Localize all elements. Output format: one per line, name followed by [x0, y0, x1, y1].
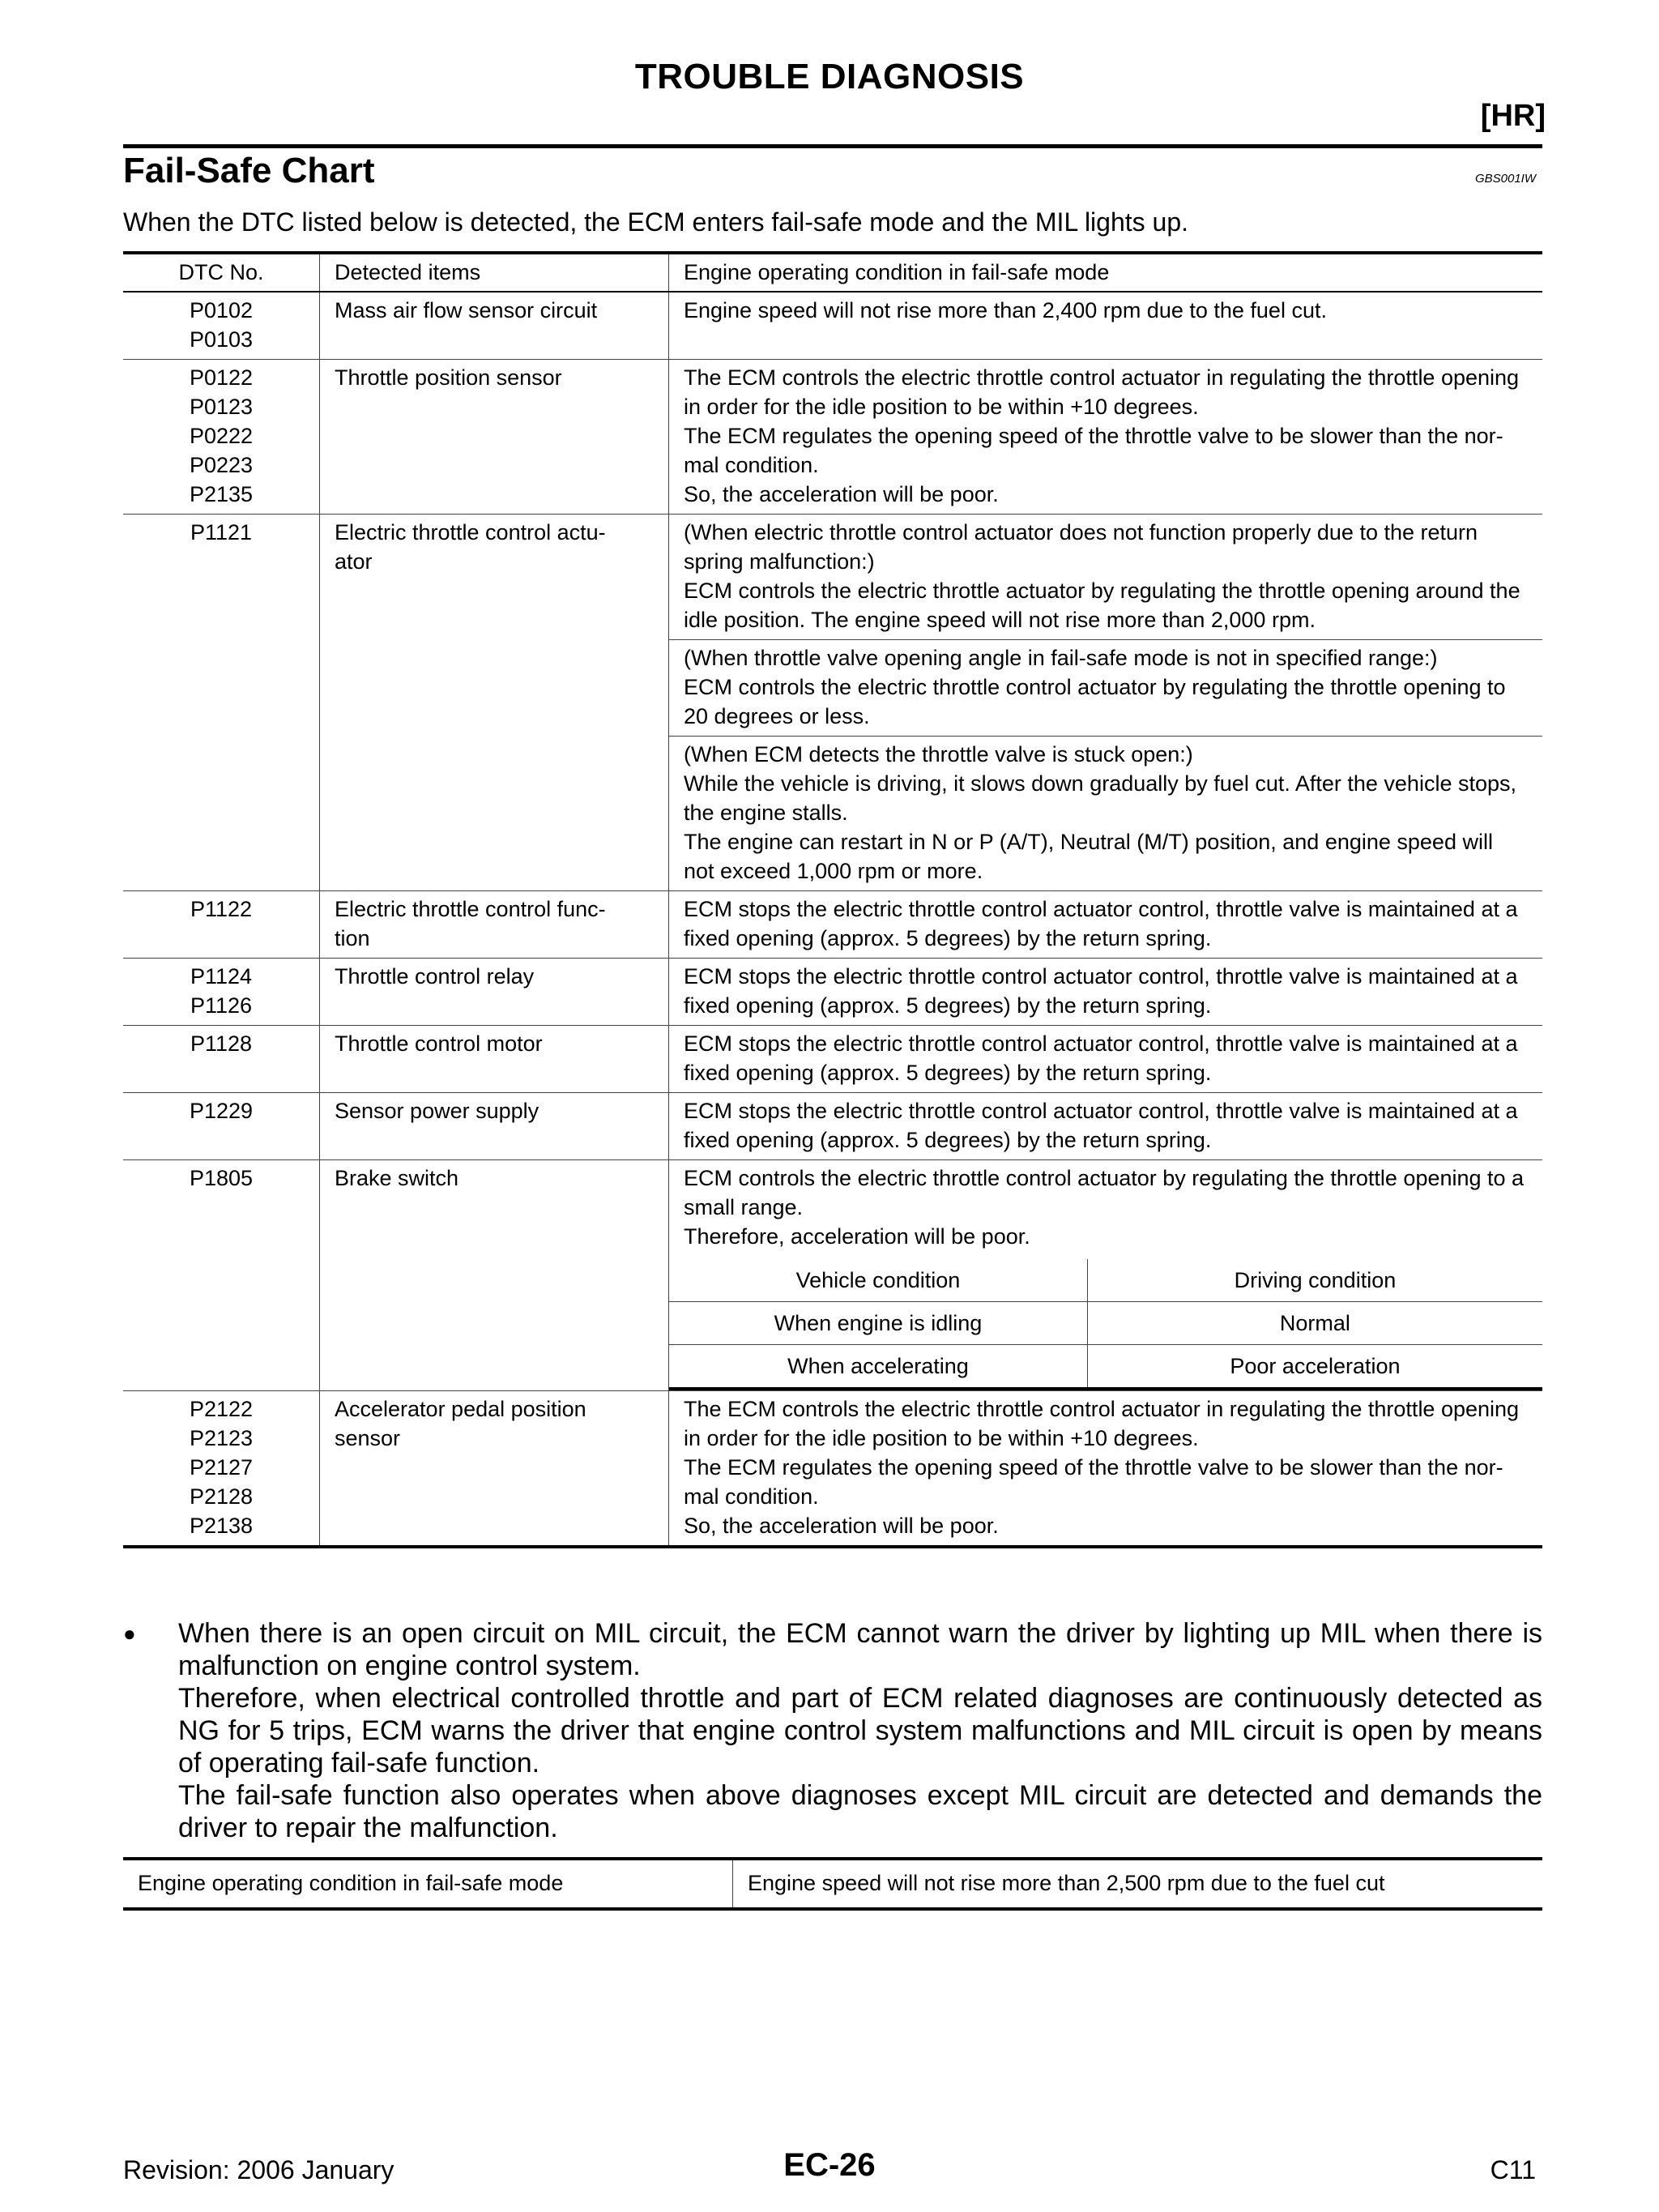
condition-line: ECM stops the electric throttle control actuator control, throttle valve is maintained at a — [684, 1099, 1518, 1123]
condition-block — [669, 891, 1542, 958]
subtable-cell: When engine is idling — [669, 1302, 1087, 1345]
condition-line: fixed opening (approx. 5 degrees) by the return spring. — [684, 1128, 1212, 1152]
condition-cell — [669, 1093, 1543, 1160]
condition-line: The ECM controls the electric throttle control actuator in regulating the throttle opening — [684, 1397, 1520, 1421]
dtc-code: P0102 — [189, 298, 254, 322]
dtc-cell — [123, 1026, 320, 1093]
table-header-row — [123, 253, 1542, 292]
subtable-cell: Normal — [1087, 1302, 1542, 1345]
condition-line: So, the acceleration will be poor. — [684, 482, 999, 506]
condition-line: The engine can restart in N or P (A/T), Neutral (M/T) position, and engine speed will — [684, 830, 1493, 854]
dtc-code: P0223 — [189, 453, 254, 477]
condition-line: the engine stalls. — [684, 801, 848, 825]
dtc-code: P2128 — [189, 1484, 254, 1509]
dtc-code: P0222 — [189, 424, 254, 448]
table-row — [123, 1391, 1542, 1548]
table-row — [123, 360, 1542, 515]
bullet-icon: ● — [123, 1621, 136, 1646]
condition-line: So, the acceleration will be poor. — [684, 1514, 999, 1538]
detected-item-cell: Throttle control relay — [320, 959, 669, 1026]
dtc-code: P1122 — [190, 897, 253, 921]
dtc-code: P0123 — [189, 395, 254, 419]
condition-line: small range. — [684, 1195, 804, 1219]
dtc-code: P1805 — [189, 1166, 254, 1190]
table-row — [123, 1026, 1542, 1093]
condition-block — [669, 515, 1542, 639]
reference-code: GBS001IW — [1474, 172, 1536, 186]
condition-block — [669, 1093, 1542, 1159]
condition-cell — [669, 1160, 1543, 1391]
dtc-cell — [123, 959, 320, 1026]
dtc-cell — [123, 292, 320, 360]
mil-note-paragraph: When there is an open circuit on MIL circuit, the ECM cannot warn the driver by lighting up MIL when there is malfunction on engine control system. — [178, 1618, 1542, 1681]
dtc-code: P1121 — [190, 520, 253, 544]
condition-line: ECM controls the electric throttle actuator by regulating the throttle opening around the — [684, 579, 1520, 603]
fail-safe-table-body — [123, 292, 1542, 1547]
condition-line: fixed opening (approx. 5 degrees) by the return spring. — [684, 993, 1212, 1018]
condition-line: ECM stops the electric throttle control actuator control, throttle valve is maintained at a — [684, 964, 1518, 989]
condition-block — [669, 360, 1542, 514]
dtc-cell — [123, 1093, 320, 1160]
dtc-code: P0122 — [189, 365, 254, 390]
intro-text: When the DTC listed below is detected, the ECM enters fail-safe mode and the MIL lights up. — [123, 207, 1189, 237]
condition-line: fixed opening (approx. 5 degrees) by the return spring. — [684, 1061, 1212, 1085]
subtable-row — [669, 1345, 1542, 1390]
page-title: TROUBLE DIAGNOSIS — [634, 57, 1025, 96]
engine-code-label: [HR] — [1480, 99, 1546, 133]
dtc-code: P2122 — [189, 1397, 254, 1421]
dtc-cell — [123, 891, 320, 959]
detected-item-cell: Accelerator pedal position sensor — [320, 1391, 669, 1548]
dtc-code: P0103 — [189, 327, 254, 352]
condition-line: idle position. The engine speed will not rise more than 2,000 rpm. — [684, 608, 1316, 632]
detected-item-cell: Brake switch — [320, 1160, 669, 1391]
dtc-code: P2127 — [189, 1455, 254, 1480]
condition-cell — [669, 1391, 1543, 1548]
table-row — [123, 515, 1542, 891]
condition-line: The ECM regulates the opening speed of the throttle valve to be slower than the nor- — [684, 424, 1503, 448]
dtc-code: P2138 — [189, 1514, 254, 1538]
condition-line: (When electric throttle control actuator does not function properly due to the return — [684, 520, 1478, 544]
condition-block — [669, 736, 1542, 890]
detected-item-cell: Throttle control motor — [320, 1026, 669, 1093]
condition-line: 20 degrees or less. — [684, 704, 870, 728]
condition-line: ECM controls the electric throttle control actuator by regulating the throttle opening to — [684, 675, 1506, 699]
condition-block — [669, 639, 1542, 736]
table-row — [123, 1160, 1542, 1391]
condition-block — [669, 293, 1542, 330]
mil-fail-safe-label: Engine operating condition in fail-safe mode — [123, 1859, 733, 1909]
condition-cell — [669, 891, 1543, 959]
dtc-cell — [123, 1160, 320, 1391]
model-code: C11 — [1490, 2155, 1536, 2184]
dtc-code: P1126 — [190, 993, 253, 1018]
subtable-cell: When accelerating — [669, 1345, 1087, 1390]
condition-line: (When ECM detects the throttle valve is stuck open:) — [684, 742, 1193, 767]
mil-note — [123, 1617, 1542, 1844]
subtable-cell: Poor acceleration — [1087, 1345, 1542, 1390]
condition-line: spring malfunction:) — [684, 549, 875, 574]
mil-note-paragraph: Therefore, when electrical controlled throttle and part of ECM related diagnoses are continuously detected as NG for 5 trips, ECM warns the driver that engine control system malfunctions and MIL circuit is open by means of operating fail-safe function. — [178, 1683, 1542, 1779]
mil-note-text — [178, 1617, 1542, 1844]
dtc-code: P1124 — [190, 964, 253, 989]
detected-item-cell: Throttle position sensor — [320, 360, 669, 515]
detected-item-cell: Mass air flow sensor circuit — [320, 292, 669, 360]
dtc-code: P2123 — [189, 1426, 254, 1450]
condition-block — [669, 1026, 1542, 1092]
fail-safe-table — [123, 251, 1542, 1548]
subtable-header-row — [669, 1259, 1542, 1302]
condition-line: mal condition. — [684, 453, 819, 477]
vehicle-condition-subtable — [669, 1259, 1542, 1390]
detected-item-cell: Sensor power supply — [320, 1093, 669, 1160]
dtc-code: P2135 — [189, 482, 254, 506]
condition-line: ECM stops the electric throttle control actuator control, throttle valve is maintained at a — [684, 897, 1518, 921]
mil-fail-safe-table — [123, 1857, 1542, 1911]
dtc-cell — [123, 360, 320, 515]
condition-line: While the vehicle is driving, it slows down gradually by fuel cut. After the vehicle stops, — [684, 771, 1516, 796]
mil-fail-safe-value: Engine speed will not rise more than 2,500 rpm due to the fuel cut — [733, 1859, 1543, 1909]
header-rule — [123, 144, 1542, 148]
condition-line: ECM controls the electric throttle control actuator by regulating the throttle opening to a — [684, 1166, 1525, 1190]
table-row — [123, 1859, 1542, 1909]
condition-line: The ECM controls the electric throttle control actuator in regulating the throttle opening — [684, 365, 1520, 390]
condition-line: The ECM regulates the opening speed of the throttle valve to be slower than the nor- — [684, 1455, 1503, 1480]
dtc-code: P1128 — [190, 1031, 253, 1056]
table-row — [123, 292, 1542, 360]
condition-line: ECM stops the electric throttle control actuator control, throttle valve is maintained at a — [684, 1031, 1518, 1056]
table-row — [123, 959, 1542, 1026]
condition-cell — [669, 1026, 1543, 1093]
condition-line: in order for the idle position to be within +10 degrees. — [684, 1426, 1199, 1450]
detected-item-cell: Electric throttle control func- tion — [320, 891, 669, 959]
condition-cell — [669, 515, 1543, 891]
condition-block — [669, 959, 1542, 1025]
condition-line: mal condition. — [684, 1484, 819, 1509]
subtable-row — [669, 1302, 1542, 1345]
condition-cell — [669, 959, 1543, 1026]
condition-line: Therefore, acceleration will be poor. — [684, 1224, 1030, 1249]
detected-item-cell: Electric throttle control actu- ator — [320, 515, 669, 891]
condition-line: Engine speed will not rise more than 2,400 rpm due to the fuel cut. — [684, 298, 1327, 322]
dtc-code: P1229 — [189, 1099, 254, 1123]
header-detected-items: Detected items — [320, 253, 669, 292]
condition-line: (When throttle valve opening angle in fail-safe mode is not in specified range:) — [684, 646, 1438, 670]
condition-block — [669, 1160, 1542, 1256]
condition-block — [669, 1391, 1542, 1545]
condition-line: in order for the idle position to be within +10 degrees. — [684, 395, 1199, 419]
revision-date: Revision: 2006 January — [123, 2155, 394, 2184]
subtable-header-cell: Vehicle condition — [669, 1259, 1087, 1302]
subtable-header-cell: Driving condition — [1234, 1268, 1397, 1292]
dtc-cell — [123, 1391, 320, 1548]
condition-line: not exceed 1,000 rpm or more. — [684, 859, 983, 883]
table-row — [123, 1093, 1542, 1160]
section-title: Fail-Safe Chart — [123, 151, 375, 190]
table-row — [123, 891, 1542, 959]
mil-note-paragraph: The fail-safe function also operates when above diagnoses except MIL circuit are detected and demands the driver to repair the malfunction. — [178, 1780, 1542, 1843]
dtc-cell — [123, 515, 320, 891]
condition-line: fixed opening (approx. 5 degrees) by the return spring. — [684, 926, 1212, 950]
condition-cell — [669, 360, 1543, 515]
page-number: EC-26 — [783, 2147, 876, 2183]
condition-cell — [669, 292, 1543, 360]
header-operating-condition: Engine operating condition in fail-safe mode — [669, 253, 1543, 292]
header-dtc-no: DTC No. — [123, 253, 320, 292]
